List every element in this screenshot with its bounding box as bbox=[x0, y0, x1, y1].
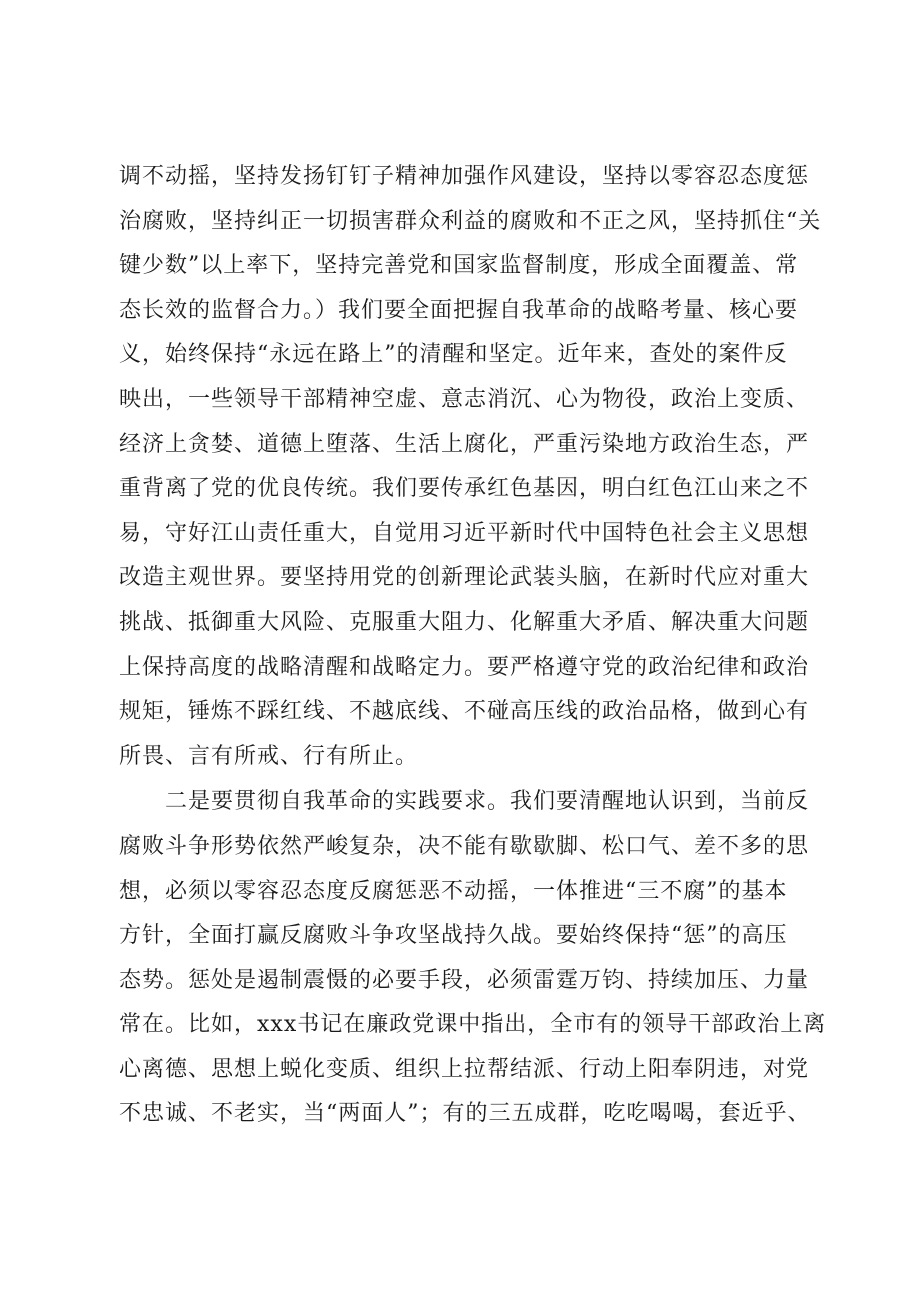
text-line: 腐败斗争形势依然严峻复杂，决不能有歇歇脚、松口气、差不多的思 bbox=[119, 833, 810, 859]
text-line: 规矩，锤炼不踩红线、不越底线、不碰高压线的政治品格，做到心有 bbox=[119, 699, 810, 725]
text-line: 态长效的监督合力。）我们要全面把握自我革命的战略考量、核心要 bbox=[119, 297, 799, 323]
text-line: 经济上贪婪、道德上堕落、生活上腐化，严重污染地方政治生态，严 bbox=[119, 431, 810, 457]
text-line: 义，始终保持“永远在路上”的清醒和坚定。近年来，查处的案件反 bbox=[119, 342, 788, 368]
text-line: 所畏、言有所戒、行有所止。 bbox=[119, 743, 419, 769]
text-line: 想，必须以零容忍态度反腐惩恶不动摇，一体推进“三不腐”的基本 bbox=[119, 878, 788, 904]
text-line: 重背离了党的优良传统。我们要传承红色基因，明白红色江山来之不 bbox=[119, 476, 810, 502]
text-line: 调不动摇，坚持发扬钉钉子精神加强作风建设，坚持以零容忍态度惩 bbox=[119, 164, 810, 189]
text-line: 方针，全面打赢反腐败斗争攻坚战持久战。要始终保持“惩”的高压 bbox=[119, 923, 788, 949]
text-line: 键少数”以上率下，坚持完善党和国家监督制度，形成全面覆盖、常 bbox=[119, 253, 799, 279]
text-line: 映出，一些领导干部精神空虚、意志消沉、心为物役，政治上变质、 bbox=[119, 386, 810, 412]
text-line: 上保持高度的战略清醒和战略定力。要严格遵守党的政治纪律和政治 bbox=[119, 654, 810, 680]
text-line: 态势。惩处是遏制震慑的必要手段，必须雷霆万钧、持续加压、力量 bbox=[119, 967, 810, 993]
text-line: 心离德、思想上蜕化变质、组织上拉帮结派、行动上阳奉阴违，对党 bbox=[119, 1056, 810, 1082]
text-line: 改造主观世界。要坚持用党的创新理论武装头脑，在新时代应对重大 bbox=[119, 565, 810, 591]
text-line: 常在。比如，xxx书记在廉政党课中指出，全市有的领导干部政治上离 bbox=[119, 1012, 827, 1038]
text-line: 易，守好江山责任重大，自觉用习近平新时代中国特色社会主义思想 bbox=[119, 520, 810, 546]
document-body bbox=[119, 155, 839, 1137]
paragraph-start-line: 二是要贯彻自我革命的实践要求。我们要清醒地认识到，当前反 bbox=[119, 789, 810, 815]
text-line: 不忠诚、不老实，当“两面人”；有的三五成群，吃吃喝喝，套近乎、 bbox=[119, 1101, 811, 1127]
text-line: 挑战、抵御重大风险、克服重大阻力、化解重大矛盾、解决重大问题 bbox=[119, 609, 810, 635]
text-line: 治腐败，坚持纠正一切损害群众利益的腐败和不正之风，坚持抓住“关 bbox=[119, 208, 822, 234]
